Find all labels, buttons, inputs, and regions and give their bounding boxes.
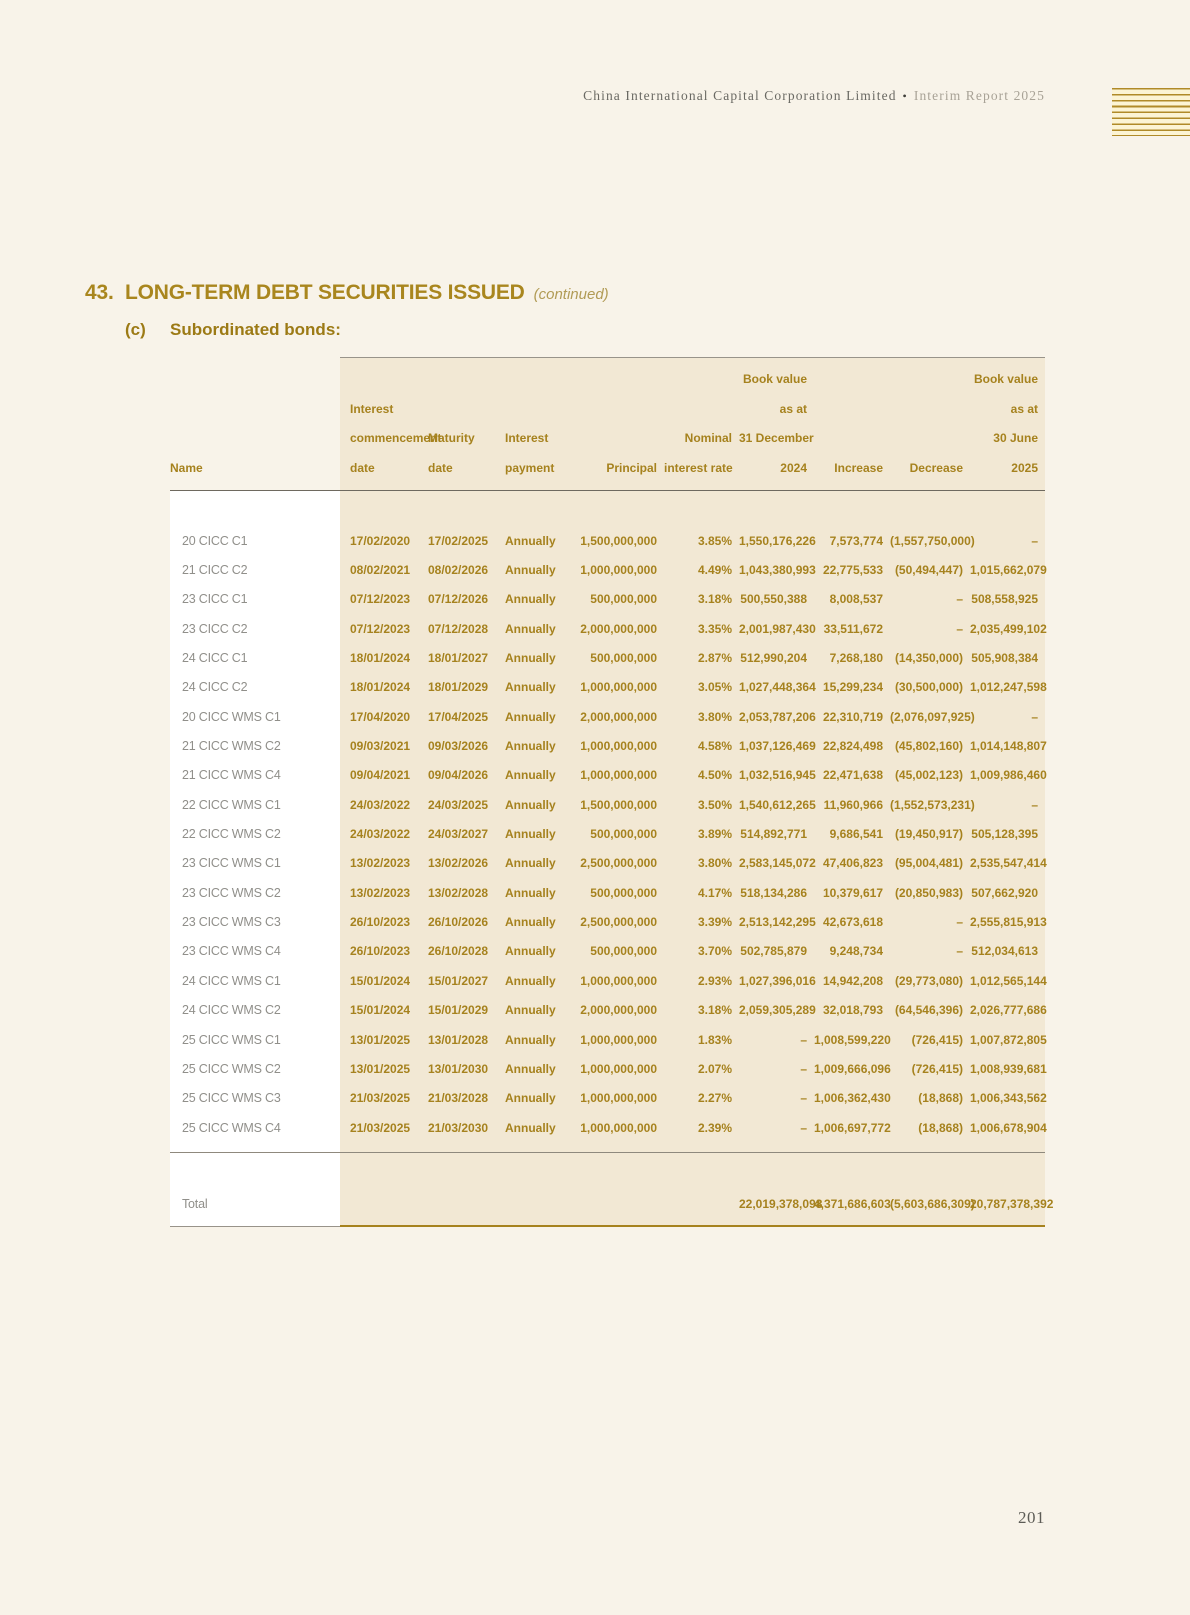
cell-bv2024: – (800, 1120, 807, 1135)
cell-commencement: 07/12/2023 (350, 621, 411, 636)
cell-commencement: 24/03/2022 (350, 827, 411, 842)
cell-bv2025: 507,662,920 (971, 885, 1038, 900)
cell-name: 23 CICC WMS C1 (182, 856, 281, 871)
cell-decrease: (64,546,396) (894, 1003, 963, 1018)
cell-maturity: 15/01/2029 (428, 1003, 489, 1018)
cell-decrease: (14,350,000) (894, 651, 963, 666)
cell-rate: 4.50% (697, 768, 732, 783)
cell-increase: 8,008,537 (829, 592, 883, 607)
table-total-row (170, 1152, 1054, 1227)
table-row (170, 643, 1045, 672)
subordinated-bonds-table (170, 357, 1054, 1227)
cell-bv2025: 505,908,384 (971, 651, 1038, 666)
cell-bv2024: 2,059,305,289 (739, 1003, 816, 1018)
cell-principal: 1,500,000,000 (580, 533, 657, 548)
cell-commencement: 13/01/2025 (350, 1061, 411, 1076)
table-row (170, 526, 1045, 555)
subsection-title-text: Subordinated bonds: (170, 320, 341, 339)
cell-bv2025: 508,558,925 (971, 592, 1038, 607)
cell-commencement: 13/02/2023 (350, 885, 411, 900)
cell-increase: 9,686,541 (829, 827, 883, 842)
cell-rate: 3.35% (697, 621, 732, 636)
cell-rate: 2.27% (697, 1091, 732, 1106)
cell-decrease: (19,450,917) (894, 827, 963, 842)
cell-decrease: (45,002,123) (894, 768, 963, 783)
cell-increase: 32,018,793 (822, 1003, 883, 1018)
table-row (170, 1084, 1045, 1113)
cell-name: 25 CICC WMS C1 (182, 1032, 281, 1047)
cell-decrease: (18,868) (918, 1091, 963, 1106)
cell-principal: 2,500,000,000 (580, 856, 657, 871)
cell-commencement: 17/02/2020 (350, 533, 411, 548)
company-name: China International Capital Corporation Limited (583, 88, 897, 103)
cell-increase: 1,008,599,220 (814, 1032, 891, 1047)
cell-increase: 15,299,234 (822, 680, 883, 695)
table-row (170, 1025, 1045, 1054)
cell-commencement: 09/04/2021 (350, 768, 411, 783)
cell-name: 24 CICC C2 (182, 680, 248, 695)
table-row (170, 790, 1045, 819)
total-cell-decrease: (5,603,686,309) (890, 1197, 975, 1211)
cell-increase: 42,673,618 (822, 915, 883, 930)
cell-increase: 9,248,734 (829, 944, 883, 959)
cell-commencement: 17/04/2020 (350, 709, 411, 724)
table-row (170, 937, 1045, 966)
cell-principal: 500,000,000 (590, 827, 657, 842)
cell-commencement: 26/10/2023 (350, 944, 411, 959)
cell-decrease: – (956, 621, 963, 636)
cell-bv2024: 1,032,516,945 (739, 768, 816, 783)
cell-payment: Annually (505, 1003, 556, 1018)
cell-maturity: 09/04/2026 (428, 768, 489, 783)
cell-principal: 1,000,000,000 (580, 563, 657, 578)
cell-payment: Annually (505, 1091, 556, 1106)
cell-principal: 1,000,000,000 (580, 1061, 657, 1076)
cell-rate: 3.18% (697, 1003, 732, 1018)
cell-commencement: 21/03/2025 (350, 1120, 411, 1135)
cell-name: 24 CICC C1 (182, 651, 248, 666)
table-row (170, 966, 1045, 995)
cell-payment: Annually (505, 709, 556, 724)
cell-bv2025: 2,555,815,913 (970, 915, 1047, 930)
subsection-letter: (c) (125, 320, 146, 339)
cell-bv2024: 1,540,612,265 (739, 797, 816, 812)
cell-payment: Annually (505, 533, 556, 548)
cell-bv2025: 505,128,395 (971, 827, 1038, 842)
cell-payment: Annually (505, 1061, 556, 1076)
cell-payment: Annually (505, 944, 556, 959)
cell-bv2024: 500,550,388 (740, 592, 807, 607)
cell-decrease: – (956, 944, 963, 959)
cell-name: 21 CICC C2 (182, 563, 248, 578)
table-row (170, 761, 1045, 790)
cell-rate: 2.39% (697, 1120, 732, 1135)
column-header-bv2024: Book value as at 31 December 2024 (739, 372, 814, 475)
cell-commencement: 08/02/2021 (350, 563, 411, 578)
cell-bv2024: – (800, 1061, 807, 1076)
cell-name: 21 CICC WMS C4 (182, 768, 281, 783)
cell-commencement: 07/12/2023 (350, 592, 411, 607)
cell-maturity: 07/12/2026 (428, 592, 489, 607)
cell-increase: 33,511,672 (823, 621, 883, 636)
cell-name: 25 CICC WMS C2 (182, 1061, 281, 1076)
cell-rate: 3.80% (697, 856, 732, 871)
cell-payment: Annually (505, 768, 556, 783)
cell-bv2025: 1,015,662,079 (970, 563, 1047, 578)
table-row (170, 1054, 1045, 1083)
cell-payment: Annually (505, 592, 556, 607)
cell-name: 25 CICC WMS C4 (182, 1120, 281, 1135)
table-row (170, 849, 1045, 878)
cell-bv2024: 518,134,286 (740, 885, 807, 900)
table-row (170, 585, 1045, 614)
cell-name: 23 CICC WMS C3 (182, 915, 281, 930)
table-row (170, 819, 1045, 848)
cell-bv2024: 1,027,448,364 (739, 680, 816, 695)
cell-name: 22 CICC WMS C2 (182, 827, 281, 842)
cell-bv2025: 1,014,148,807 (970, 739, 1047, 754)
cell-bv2025: 512,034,613 (971, 944, 1038, 959)
cell-maturity: 24/03/2027 (428, 827, 489, 842)
table-row (170, 996, 1045, 1025)
cell-commencement: 24/03/2022 (350, 797, 411, 812)
cell-commencement: 15/01/2024 (350, 973, 411, 988)
cell-rate: 2.07% (697, 1061, 732, 1076)
cell-rate: 2.87% (697, 651, 732, 666)
cell-bv2025: 1,007,872,805 (970, 1032, 1047, 1047)
table-row (170, 555, 1045, 584)
cell-bv2025: 1,006,678,904 (970, 1120, 1047, 1135)
cell-principal: 500,000,000 (590, 944, 657, 959)
section-title (85, 281, 609, 305)
cell-decrease: (2,076,097,925) (890, 709, 975, 724)
column-header-name: Name (170, 460, 203, 475)
cell-commencement: 13/02/2023 (350, 856, 411, 871)
column-header-commencement: Interest commencement date (350, 401, 442, 475)
cell-rate: 3.70% (697, 944, 732, 959)
cell-payment: Annually (505, 856, 556, 871)
subsection-title (125, 320, 341, 340)
cell-increase: 7,573,774 (829, 533, 883, 548)
table-row (170, 731, 1045, 760)
cell-principal: 2,500,000,000 (580, 915, 657, 930)
cell-decrease: (20,850,983) (894, 885, 963, 900)
cell-commencement: 15/01/2024 (350, 1003, 411, 1018)
cell-payment: Annually (505, 621, 556, 636)
cell-rate: 3.85% (697, 533, 732, 548)
column-header-increase: Increase (834, 460, 883, 475)
cell-name: 24 CICC WMS C1 (182, 973, 281, 988)
cell-bv2024: 2,053,787,206 (739, 709, 816, 724)
cell-maturity: 26/10/2028 (428, 944, 489, 959)
cell-decrease: (726,415) (911, 1061, 963, 1076)
continued-label: (continued) (533, 286, 609, 303)
cell-bv2024: 502,785,879 (740, 944, 807, 959)
cell-commencement: 13/01/2025 (350, 1032, 411, 1047)
cell-maturity: 21/03/2028 (428, 1091, 489, 1106)
cell-name: 23 CICC C1 (182, 592, 248, 607)
table-row (170, 673, 1045, 702)
cell-bv2024: 2,513,142,295 (739, 915, 816, 930)
section-number: 43. (85, 281, 114, 304)
total-cell-name: Total (182, 1197, 208, 1211)
cell-name: 23 CICC WMS C4 (182, 944, 281, 959)
column-header-rate: Nominal interest rate (664, 431, 733, 475)
cell-bv2024: 1,027,396,016 (739, 973, 816, 988)
cell-increase: 11,960,966 (823, 797, 883, 812)
cell-commencement: 21/03/2025 (350, 1091, 411, 1106)
cell-decrease: (18,868) (918, 1120, 963, 1135)
cell-principal: 1,000,000,000 (580, 1032, 657, 1047)
cell-rate: 4.49% (697, 563, 732, 578)
column-header-decrease: Decrease (909, 460, 963, 475)
cell-principal: 1,000,000,000 (580, 1120, 657, 1135)
cell-principal: 1,500,000,000 (580, 797, 657, 812)
cell-bv2024: 2,583,145,072 (739, 856, 816, 871)
cell-maturity: 08/02/2026 (428, 563, 489, 578)
cell-increase: 1,006,697,772 (814, 1120, 891, 1135)
cell-payment: Annually (505, 680, 556, 695)
cell-commencement: 18/01/2024 (350, 680, 411, 695)
cell-maturity: 07/12/2028 (428, 621, 489, 636)
cell-increase: 10,379,617 (822, 885, 883, 900)
cell-increase: 22,310,719 (822, 709, 883, 724)
cell-principal: 1,000,000,000 (580, 739, 657, 754)
cell-bv2025: 1,006,343,562 (970, 1091, 1047, 1106)
table-row (170, 614, 1045, 643)
cell-rate: 3.89% (697, 827, 732, 842)
cell-maturity: 24/03/2025 (428, 797, 489, 812)
cell-decrease: (95,004,481) (894, 856, 963, 871)
cell-payment: Annually (505, 651, 556, 666)
cell-payment: Annually (505, 739, 556, 754)
cell-bv2024: 1,043,380,993 (739, 563, 816, 578)
cell-decrease: – (956, 915, 963, 930)
cell-name: 22 CICC WMS C1 (182, 797, 281, 812)
cell-principal: 1,000,000,000 (580, 973, 657, 988)
cell-decrease: (1,557,750,000) (890, 533, 975, 548)
cell-commencement: 26/10/2023 (350, 915, 411, 930)
cell-bv2025: 2,035,499,102 (970, 621, 1047, 636)
cell-increase: 7,268,180 (829, 651, 883, 666)
cell-principal: 1,000,000,000 (580, 1091, 657, 1106)
cell-increase: 47,406,823 (822, 856, 883, 871)
cell-bv2025: 2,026,777,686 (970, 1003, 1047, 1018)
cell-decrease: (29,773,080) (894, 973, 963, 988)
table-body (170, 490, 1045, 1142)
cell-principal: 1,000,000,000 (580, 768, 657, 783)
cell-maturity: 13/02/2028 (428, 885, 489, 900)
cell-payment: Annually (505, 1032, 556, 1047)
cell-principal: 1,000,000,000 (580, 680, 657, 695)
cell-name: 23 CICC C2 (182, 621, 248, 636)
cell-maturity: 13/02/2026 (428, 856, 489, 871)
column-header-principal: Principal (606, 460, 657, 475)
cell-rate: 3.39% (697, 915, 732, 930)
cell-rate: 2.93% (697, 973, 732, 988)
cell-payment: Annually (505, 885, 556, 900)
cell-rate: 3.05% (697, 680, 732, 695)
cell-maturity: 15/01/2027 (428, 973, 489, 988)
cell-bv2025: – (1031, 797, 1038, 812)
total-cell-increase: 4,371,686,603 (814, 1197, 891, 1211)
cell-payment: Annually (505, 915, 556, 930)
cell-maturity: 09/03/2026 (428, 739, 489, 754)
cell-maturity: 13/01/2028 (428, 1032, 489, 1047)
column-header-maturity: Maturity date (428, 431, 475, 475)
table-row (170, 907, 1045, 936)
cell-rate: 3.80% (697, 709, 732, 724)
cell-bv2025: 1,008,939,681 (970, 1061, 1047, 1076)
cell-increase: 22,824,498 (822, 739, 883, 754)
cell-bv2024: – (800, 1091, 807, 1106)
cell-payment: Annually (505, 563, 556, 578)
cell-payment: Annually (505, 973, 556, 988)
report-title: Interim Report 2025 (913, 88, 1045, 103)
cell-name: 20 CICC WMS C1 (182, 709, 281, 724)
cell-bv2024: 1,550,176,226 (739, 533, 816, 548)
cell-increase: 22,775,533 (822, 563, 883, 578)
cell-bv2024: 512,990,204 (740, 651, 807, 666)
cell-rate: 3.18% (697, 592, 732, 607)
cell-principal: 2,000,000,000 (580, 1003, 657, 1018)
cell-maturity: 18/01/2029 (428, 680, 489, 695)
cell-maturity: 17/02/2025 (428, 533, 489, 548)
total-cell-bv2025: 20,787,378,392 (970, 1197, 1054, 1211)
table-row (170, 702, 1045, 731)
cell-decrease: (45,802,160) (894, 739, 963, 754)
cell-bv2024: 514,892,771 (740, 827, 807, 842)
cell-rate: 4.58% (697, 739, 732, 754)
cell-principal: 2,000,000,000 (580, 621, 657, 636)
cell-maturity: 13/01/2030 (428, 1061, 489, 1076)
cell-commencement: 18/01/2024 (350, 651, 411, 666)
cell-bv2025: – (1031, 533, 1038, 548)
column-header-bv2025: Book value as at 30 June 2025 (973, 372, 1038, 475)
section-title-text: LONG-TERM DEBT SECURITIES ISSUED (125, 281, 525, 304)
cell-increase: 1,006,362,430 (814, 1091, 891, 1106)
gold-stripes-logo-icon (1112, 88, 1190, 136)
bullet-separator-icon: • (902, 89, 908, 103)
table-row (170, 1113, 1045, 1142)
cell-principal: 2,000,000,000 (580, 709, 657, 724)
cell-bv2024: – (800, 1032, 807, 1047)
cell-increase: 1,009,666,096 (814, 1061, 891, 1076)
cell-increase: 22,471,638 (822, 768, 883, 783)
cell-principal: 500,000,000 (590, 885, 657, 900)
cell-payment: Annually (505, 797, 556, 812)
cell-payment: Annually (505, 827, 556, 842)
cell-bv2025: 1,012,247,598 (970, 680, 1047, 695)
cell-decrease: (50,494,447) (894, 563, 963, 578)
cell-payment: Annually (505, 1120, 556, 1135)
cell-bv2025: 1,012,565,144 (970, 973, 1047, 988)
table-header-row (170, 357, 1045, 490)
cell-decrease: (726,415) (911, 1032, 963, 1047)
cell-commencement: 09/03/2021 (350, 739, 411, 754)
total-cell-bv2024: 22,019,378,098 (739, 1197, 823, 1211)
cell-maturity: 18/01/2027 (428, 651, 489, 666)
cell-name: 21 CICC WMS C2 (182, 739, 281, 754)
cell-principal: 500,000,000 (590, 592, 657, 607)
cell-bv2025: 1,009,986,460 (970, 768, 1047, 783)
cell-principal: 500,000,000 (590, 651, 657, 666)
cell-maturity: 26/10/2026 (428, 915, 489, 930)
cell-bv2025: – (1031, 709, 1038, 724)
cell-maturity: 17/04/2025 (428, 709, 489, 724)
column-header-payment: Interest payment (505, 431, 555, 475)
cell-decrease: (30,500,000) (894, 680, 963, 695)
cell-name: 20 CICC C1 (182, 533, 248, 548)
cell-name: 23 CICC WMS C2 (182, 885, 281, 900)
cell-rate: 3.50% (697, 797, 732, 812)
cell-increase: 14,942,208 (822, 973, 883, 988)
cell-decrease: – (956, 592, 963, 607)
cell-bv2024: 2,001,987,430 (739, 621, 816, 636)
running-head (583, 88, 1045, 104)
page-number: 201 (1018, 1508, 1045, 1527)
cell-name: 24 CICC WMS C2 (182, 1003, 281, 1018)
table-row (170, 878, 1045, 907)
cell-bv2024: 1,037,126,469 (739, 739, 816, 754)
cell-decrease: (1,552,573,231) (890, 797, 975, 812)
cell-maturity: 21/03/2030 (428, 1120, 489, 1135)
cell-rate: 4.17% (697, 885, 732, 900)
cell-bv2025: 2,535,547,414 (970, 856, 1047, 871)
cell-name: 25 CICC WMS C3 (182, 1091, 281, 1106)
cell-rate: 1.83% (697, 1032, 732, 1047)
